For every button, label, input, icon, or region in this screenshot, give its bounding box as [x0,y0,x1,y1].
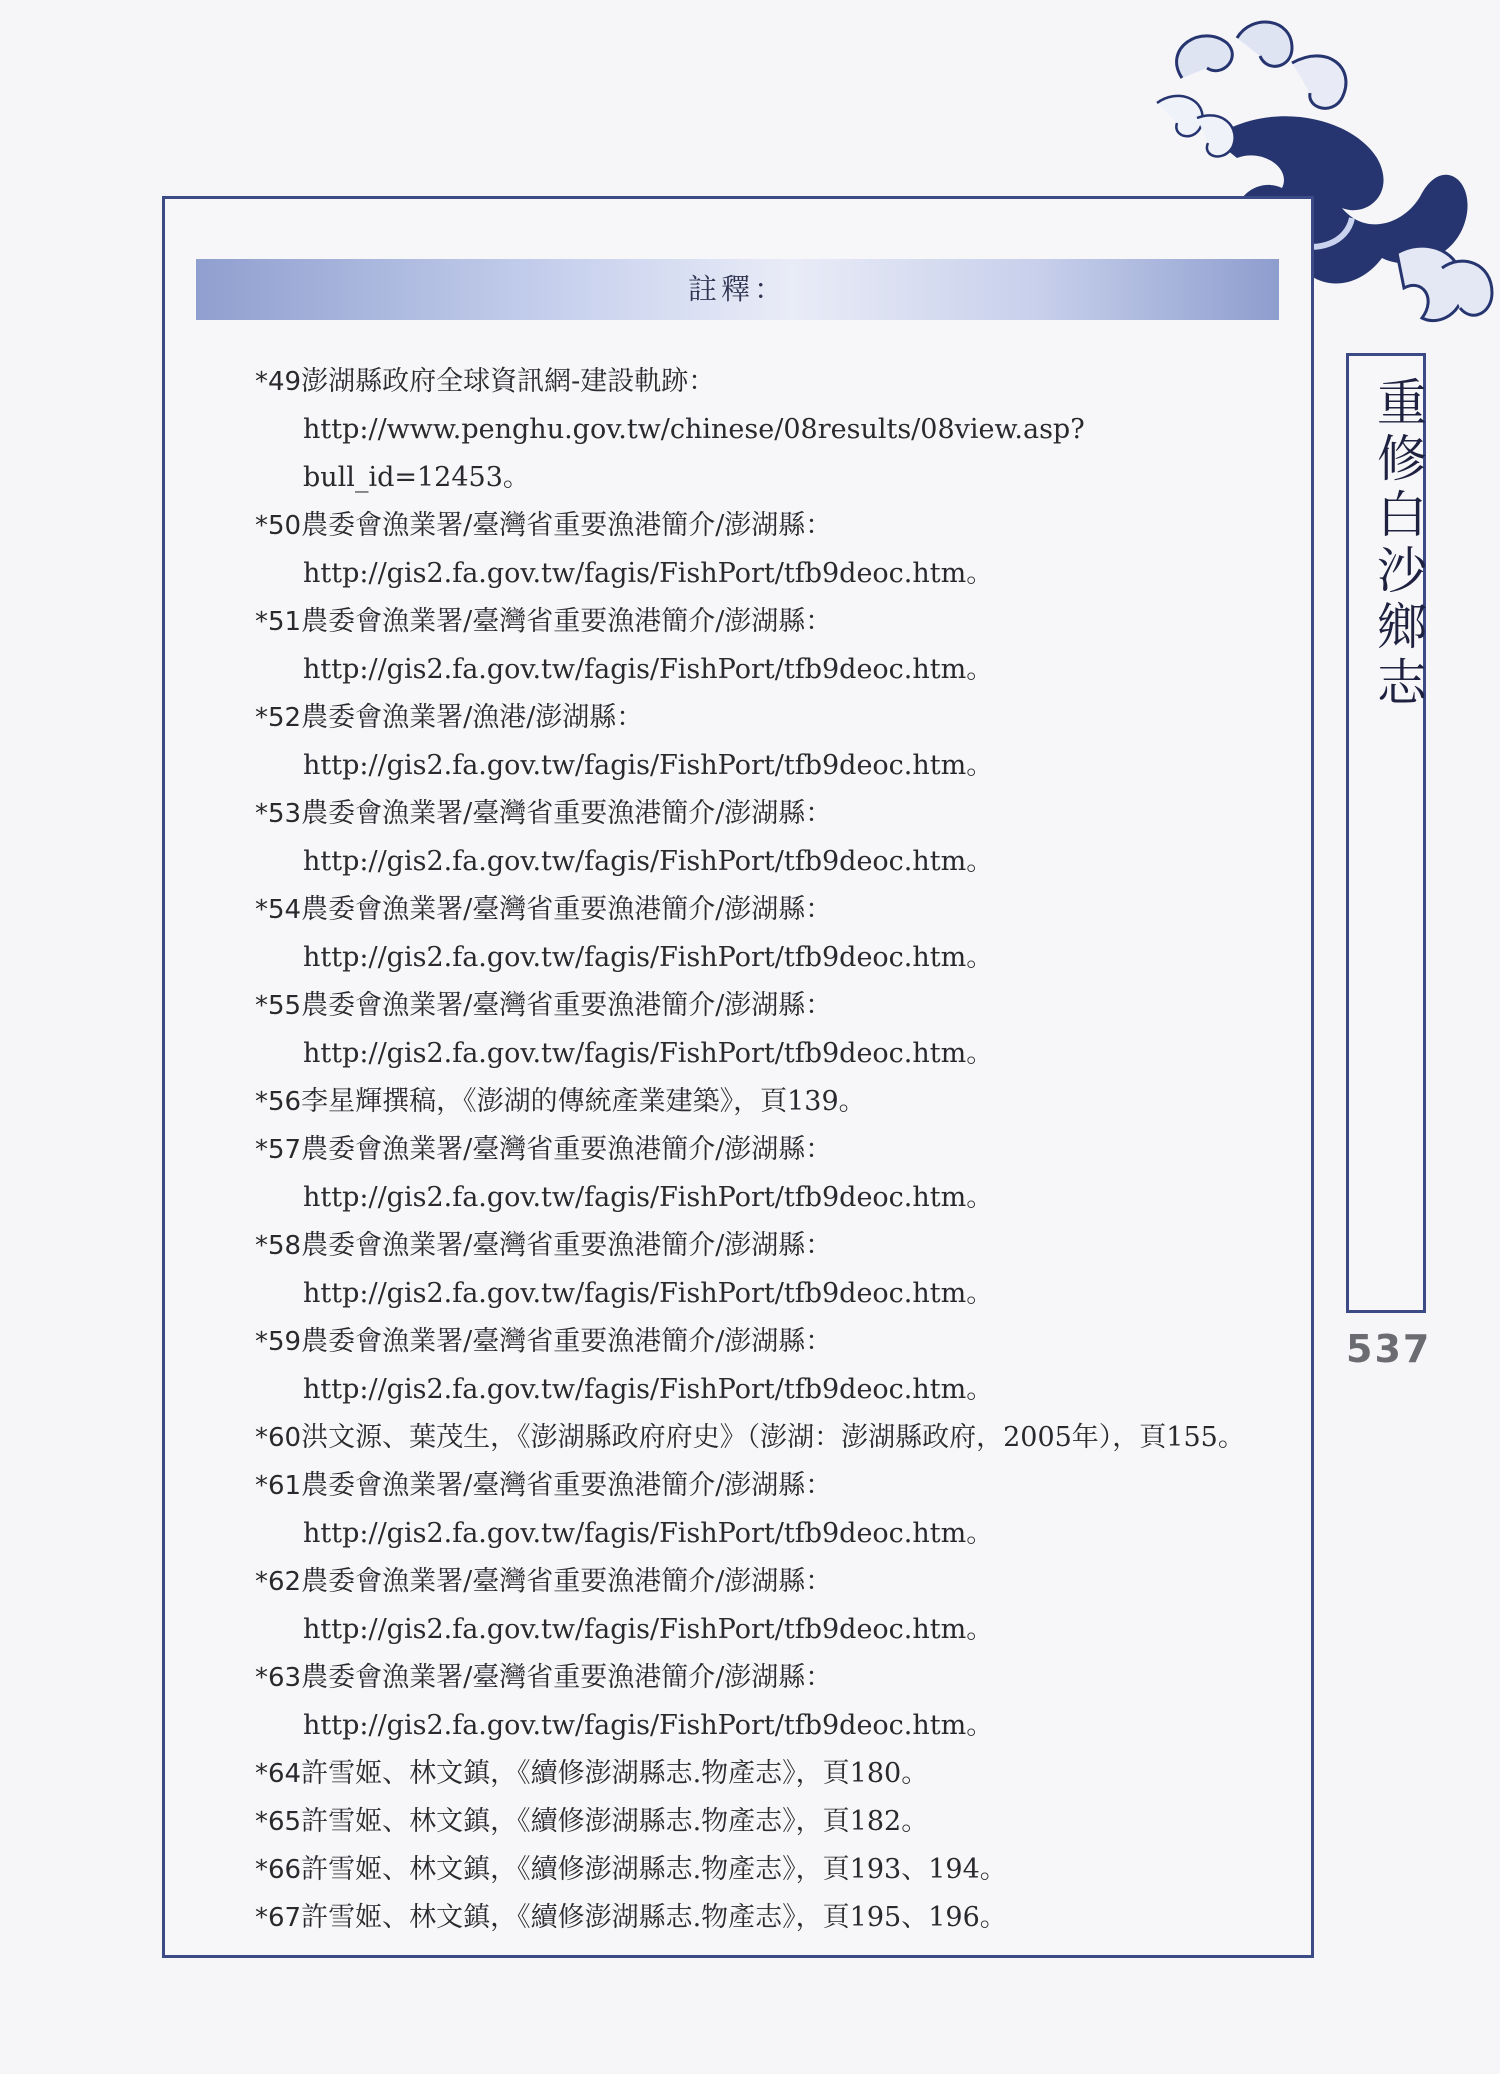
footnote-number: *60 [255,1423,302,1453]
footnote-text: 許雪姬、林文鎮，《續修澎湖縣志.物產志》，頁193、194。 [301,1854,1007,1885]
footnote-item [255,1846,1285,1894]
book-title: 重修白沙鄉志 [1369,376,1427,712]
footnote-number: *49 [255,367,302,397]
footnote-item [255,1750,1285,1798]
footnote-item [255,502,1285,598]
footnote-number: *65 [255,1807,302,1837]
footnote-text: 農委會漁業署/臺灣省重要漁港簡介/澎湖縣：http://gis2.fa.gov.tw/fagis/FishPort/tfb9deoc.htm。 [301,798,994,877]
footnote-text: 農委會漁業署/臺灣省重要漁港簡介/澎湖縣：http://gis2.fa.gov.tw/fagis/FishPort/tfb9deoc.htm。 [301,1134,994,1213]
footnote-text: 農委會漁業署/臺灣省重要漁港簡介/澎湖縣：http://gis2.fa.gov.tw/fagis/FishPort/tfb9deoc.htm。 [301,1326,994,1405]
footnote-item [255,1318,1285,1414]
page-number: 537 [1346,1327,1432,1371]
footnote-text: 農委會漁業署/臺灣省重要漁港簡介/澎湖縣：http://gis2.fa.gov.tw/fagis/FishPort/tfb9deoc.htm。 [301,606,994,685]
footnote-number: *61 [255,1471,302,1501]
footnote-text: 農委會漁業署/臺灣省重要漁港簡介/澎湖縣：http://gis2.fa.gov.tw/fagis/FishPort/tfb9deoc.htm。 [301,990,994,1069]
footnote-number: *63 [255,1663,302,1693]
footnote-item [255,1798,1285,1846]
footnote-item [255,694,1285,790]
footnote-item [255,358,1285,502]
footnote-text: 許雪姬、林文鎮，《續修澎湖縣志.物產志》，頁182。 [301,1806,929,1837]
footnote-number: *56 [255,1087,302,1117]
footnote-number: *52 [255,703,302,733]
footnote-text: 農委會漁業署/臺灣省重要漁港簡介/澎湖縣：http://gis2.fa.gov.tw/fagis/FishPort/tfb9deoc.htm。 [301,1662,994,1741]
footnote-number: *51 [255,607,302,637]
footnote-number: *64 [255,1759,302,1789]
footnote-number: *54 [255,895,302,925]
footnote-item [255,1462,1285,1558]
footnote-text: 農委會漁業署/臺灣省重要漁港簡介/澎湖縣：http://gis2.fa.gov.tw/fagis/FishPort/tfb9deoc.htm。 [301,1470,994,1549]
footnote-number: *55 [255,991,302,1021]
footnote-text: 洪文源、葉茂生，《澎湖縣政府府史》（澎湖：澎湖縣政府，2005年），頁155。 [301,1422,1245,1453]
side-title-panel [1346,353,1426,1313]
footnote-item [255,1414,1285,1462]
footnote-text: 農委會漁業署/臺灣省重要漁港簡介/澎湖縣：http://gis2.fa.gov.tw/fagis/FishPort/tfb9deoc.htm。 [301,1230,994,1309]
notes-heading: 註釋： [687,272,787,306]
footnote-item [255,790,1285,886]
footnote-number: *50 [255,511,302,541]
footnote-item [255,1558,1285,1654]
footnote-text: 許雪姬、林文鎮，《續修澎湖縣志.物產志》，頁195、196。 [301,1902,1007,1933]
footnote-text: 農委會漁業署/漁港/澎湖縣：http://gis2.fa.gov.tw/fagis/FishPort/tfb9deoc.htm。 [301,702,994,781]
footnote-item [255,1126,1285,1222]
footnote-item [255,886,1285,982]
footnote-item [255,1654,1285,1750]
footnote-text: 農委會漁業署/臺灣省重要漁港簡介/澎湖縣：http://gis2.fa.gov.tw/fagis/FishPort/tfb9deoc.htm。 [301,510,994,589]
footnote-number: *66 [255,1855,302,1885]
footnote-text: 澎湖縣政府全球資訊網-建設軌跡：http://www.penghu.gov.tw/chinese/08results/08view.asp?bull_id=12453。 [301,366,1085,493]
footnotes-list [255,358,1285,1942]
footnote-number: *58 [255,1231,302,1261]
footnote-number: *67 [255,1903,302,1933]
footnote-item [255,598,1285,694]
footnote-text: 農委會漁業署/臺灣省重要漁港簡介/澎湖縣：http://gis2.fa.gov.tw/fagis/FishPort/tfb9deoc.htm。 [301,894,994,973]
footnote-text: 農委會漁業署/臺灣省重要漁港簡介/澎湖縣：http://gis2.fa.gov.tw/fagis/FishPort/tfb9deoc.htm。 [301,1566,994,1645]
footnote-number: *57 [255,1135,302,1165]
footnote-item [255,1222,1285,1318]
footnote-text: 許雪姬、林文鎮，《續修澎湖縣志.物產志》，頁180。 [301,1758,929,1789]
notes-header-band [196,259,1279,320]
footnote-item [255,1078,1285,1126]
footnote-item [255,982,1285,1078]
footnote-number: *62 [255,1567,302,1597]
footnote-item [255,1894,1285,1942]
footnote-number: *59 [255,1327,302,1357]
footnote-text: 李星輝撰稿，《澎湖的傳統產業建築》，頁139。 [301,1086,866,1117]
footnote-number: *53 [255,799,302,829]
